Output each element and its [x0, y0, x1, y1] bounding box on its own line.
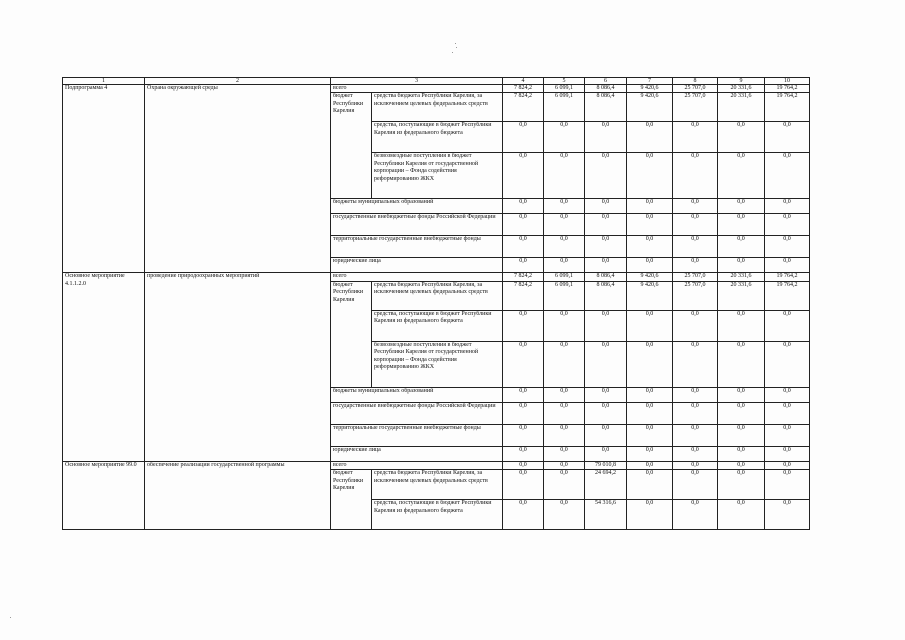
- value-cell: 0,0: [503, 500, 544, 530]
- value-cell: 8 086,4: [585, 93, 627, 122]
- source-label: юридические лица: [331, 446, 503, 461]
- table-row: [63, 461, 810, 469]
- source-label: бюджеты муниципальных образований: [331, 199, 503, 214]
- header-cell: 8: [673, 78, 718, 85]
- source-label: бюджеты муниципальных образований: [331, 387, 503, 402]
- value-cell: 0,0: [544, 122, 585, 153]
- header-cell: 3: [331, 78, 503, 85]
- value-cell: 6 099,1: [544, 273, 585, 281]
- value-cell: 0,0: [585, 199, 627, 214]
- value-cell: 54 316,6: [585, 500, 627, 530]
- value-cell: 0,0: [544, 310, 585, 341]
- value-cell: 0,0: [585, 153, 627, 199]
- value-cell: 0,0: [503, 199, 544, 214]
- value-cell: 0,0: [718, 214, 765, 236]
- value-cell: 0,0: [718, 500, 765, 530]
- value-cell: 0,0: [544, 402, 585, 424]
- value-cell: 0,0: [765, 341, 810, 387]
- value-cell: 0,0: [765, 153, 810, 199]
- value-cell: 7 824,2: [503, 85, 544, 93]
- value-cell: 0,0: [627, 500, 673, 530]
- value-cell: 20 331,6: [718, 281, 765, 310]
- value-cell: 25 707,0: [673, 273, 718, 281]
- value-cell: 0,0: [673, 387, 718, 402]
- value-cell: 0,0: [627, 214, 673, 236]
- scan-speck: [452, 52, 453, 53]
- value-cell: 8 086,4: [585, 85, 627, 93]
- value-cell: 0,0: [627, 341, 673, 387]
- value-cell: 0,0: [673, 214, 718, 236]
- value-cell: 0,0: [718, 310, 765, 341]
- value-cell: 7 824,2: [503, 273, 544, 281]
- value-cell: 0,0: [585, 214, 627, 236]
- value-cell: 0,0: [718, 199, 765, 214]
- header-cell: 2: [145, 78, 331, 85]
- value-cell: 20 331,6: [718, 93, 765, 122]
- table-row: [63, 273, 810, 281]
- value-cell: 0,0: [503, 424, 544, 446]
- source-sub-label: безвозмездные поступления в бюджет Республики Карелия от государственной корпорации – Фонда содействия реформированию ЖКХ: [372, 341, 503, 387]
- value-cell: 0,0: [765, 214, 810, 236]
- value-cell: 0,0: [673, 258, 718, 273]
- value-cell: 0,0: [765, 258, 810, 273]
- value-cell: 0,0: [503, 402, 544, 424]
- value-cell: 0,0: [673, 500, 718, 530]
- value-cell: 0,0: [627, 258, 673, 273]
- value-cell: 25 707,0: [673, 281, 718, 310]
- value-cell: 0,0: [544, 461, 585, 469]
- value-cell: 20 331,6: [718, 273, 765, 281]
- value-cell: 0,0: [585, 446, 627, 461]
- value-cell: 0,0: [718, 461, 765, 469]
- value-cell: 25 707,0: [673, 85, 718, 93]
- value-cell: 0,0: [544, 214, 585, 236]
- value-cell: 0,0: [544, 470, 585, 500]
- value-cell: 0,0: [718, 387, 765, 402]
- value-cell: 0,0: [585, 310, 627, 341]
- source-group-label: бюджет Республики Карелия: [331, 470, 372, 530]
- value-cell: 0,0: [503, 387, 544, 402]
- value-cell: 6 099,1: [544, 281, 585, 310]
- value-cell: 0,0: [544, 258, 585, 273]
- value-cell: 0,0: [718, 402, 765, 424]
- value-cell: 0,0: [673, 424, 718, 446]
- value-cell: 0,0: [627, 424, 673, 446]
- value-cell: 0,0: [503, 153, 544, 199]
- value-cell: 0,0: [627, 461, 673, 469]
- value-cell: 0,0: [765, 402, 810, 424]
- value-cell: 0,0: [503, 461, 544, 469]
- value-cell: 0,0: [673, 199, 718, 214]
- value-cell: 0,0: [627, 387, 673, 402]
- section-name: обеспечение реализации государственной программы: [145, 461, 331, 529]
- value-cell: 6 099,1: [544, 93, 585, 122]
- value-cell: 0,0: [673, 310, 718, 341]
- value-cell: 0,0: [585, 387, 627, 402]
- value-cell: 0,0: [718, 258, 765, 273]
- source-label: государственные внебюджетные фонды Российской Федерации: [331, 214, 503, 236]
- value-cell: 9 420,6: [627, 93, 673, 122]
- section-code: Основное мероприятие 99.0: [63, 461, 145, 529]
- value-cell: 7 824,2: [503, 93, 544, 122]
- value-cell: 0,0: [673, 402, 718, 424]
- source-total-label: всего: [331, 85, 503, 93]
- value-cell: 0,0: [673, 122, 718, 153]
- source-group-label: бюджет Республики Карелия: [331, 93, 372, 199]
- value-cell: 0,0: [627, 122, 673, 153]
- value-cell: 0,0: [585, 258, 627, 273]
- scan-speck: [456, 47, 457, 48]
- value-cell: 0,0: [627, 236, 673, 258]
- header-cell: 7: [627, 78, 673, 85]
- source-group-label: бюджет Республики Карелия: [331, 281, 372, 387]
- value-cell: 0,0: [585, 122, 627, 153]
- value-cell: 0,0: [503, 470, 544, 500]
- scan-speck: [455, 43, 456, 44]
- section-name: проведение природоохранных мероприятий: [145, 273, 331, 461]
- value-cell: 6 099,1: [544, 85, 585, 93]
- value-cell: 9 420,6: [627, 273, 673, 281]
- value-cell: 0,0: [585, 402, 627, 424]
- value-cell: 0,0: [718, 424, 765, 446]
- value-cell: 79 010,8: [585, 461, 627, 469]
- value-cell: 8 086,4: [585, 273, 627, 281]
- source-sub-label: средства бюджета Республики Карелия, за исключением целевых федеральных средств: [372, 93, 503, 122]
- value-cell: 0,0: [718, 341, 765, 387]
- value-cell: 0,0: [718, 446, 765, 461]
- table-row: [63, 85, 810, 93]
- value-cell: 0,0: [765, 310, 810, 341]
- value-cell: 0,0: [585, 424, 627, 446]
- value-cell: 0,0: [627, 446, 673, 461]
- value-cell: 0,0: [544, 500, 585, 530]
- value-cell: 0,0: [673, 461, 718, 469]
- scan-speck: [10, 617, 11, 618]
- header-cell: 6: [585, 78, 627, 85]
- value-cell: 0,0: [765, 500, 810, 530]
- value-cell: 0,0: [503, 214, 544, 236]
- value-cell: 0,0: [718, 470, 765, 500]
- value-cell: 19 764,2: [765, 273, 810, 281]
- source-total-label: всего: [331, 461, 503, 469]
- section-name: Охрана окружающей среды: [145, 85, 331, 273]
- source-label: территориальные государственные внебюджетные фонды: [331, 236, 503, 258]
- value-cell: 0,0: [503, 341, 544, 387]
- value-cell: 0,0: [765, 424, 810, 446]
- value-cell: 0,0: [765, 236, 810, 258]
- value-cell: 25 707,0: [673, 93, 718, 122]
- value-cell: 20 331,6: [718, 85, 765, 93]
- header-cell: 10: [765, 78, 810, 85]
- value-cell: 0,0: [503, 310, 544, 341]
- value-cell: 0,0: [544, 199, 585, 214]
- value-cell: 0,0: [544, 387, 585, 402]
- value-cell: 9 420,6: [627, 85, 673, 93]
- value-cell: 0,0: [765, 461, 810, 469]
- value-cell: 0,0: [503, 446, 544, 461]
- value-cell: 0,0: [673, 153, 718, 199]
- value-cell: 0,0: [627, 470, 673, 500]
- value-cell: 24 694,2: [585, 470, 627, 500]
- value-cell: 0,0: [585, 236, 627, 258]
- source-sub-label: средства бюджета Республики Карелия, за исключением целевых федеральных средств: [372, 470, 503, 500]
- value-cell: 19 764,2: [765, 281, 810, 310]
- value-cell: 0,0: [765, 122, 810, 153]
- value-cell: 0,0: [503, 258, 544, 273]
- header-cell: 5: [544, 78, 585, 85]
- section-code: Основное мероприятие 4.1.1.2.0: [63, 273, 145, 461]
- value-cell: 0,0: [765, 446, 810, 461]
- source-label: юридические лица: [331, 258, 503, 273]
- header-row: [63, 78, 810, 85]
- value-cell: 0,0: [544, 446, 585, 461]
- value-cell: 0,0: [627, 153, 673, 199]
- value-cell: 0,0: [627, 199, 673, 214]
- section-code: Подпрограмма 4: [63, 85, 145, 273]
- value-cell: 19 764,2: [765, 85, 810, 93]
- source-sub-label: средства, поступающие в бюджет Республики Карелия из федерального бюджета: [372, 500, 503, 530]
- value-cell: 0,0: [627, 402, 673, 424]
- value-cell: 0,0: [765, 387, 810, 402]
- value-cell: 0,0: [765, 470, 810, 500]
- value-cell: 0,0: [765, 199, 810, 214]
- value-cell: 0,0: [673, 446, 718, 461]
- value-cell: 0,0: [503, 236, 544, 258]
- value-cell: 0,0: [544, 153, 585, 199]
- header-cell: 9: [718, 78, 765, 85]
- value-cell: 0,0: [627, 310, 673, 341]
- source-label: территориальные государственные внебюджетные фонды: [331, 424, 503, 446]
- source-total-label: всего: [331, 273, 503, 281]
- source-sub-label: средства бюджета Республики Карелия, за исключением целевых федеральных средств: [372, 281, 503, 310]
- source-sub-label: средства, поступающие в бюджет Республики Карелия из федерального бюджета: [372, 122, 503, 153]
- value-cell: 0,0: [718, 236, 765, 258]
- value-cell: 0,0: [585, 341, 627, 387]
- value-cell: 0,0: [544, 236, 585, 258]
- value-cell: 0,0: [544, 424, 585, 446]
- value-cell: 0,0: [673, 236, 718, 258]
- value-cell: 0,0: [503, 122, 544, 153]
- header-cell: 1: [63, 78, 145, 85]
- value-cell: 7 824,2: [503, 281, 544, 310]
- header-cell: 4: [503, 78, 544, 85]
- budget-table: [62, 77, 810, 530]
- value-cell: 0,0: [673, 470, 718, 500]
- source-sub-label: средства, поступающие в бюджет Республики Карелия из федерального бюджета: [372, 310, 503, 341]
- value-cell: 0,0: [718, 122, 765, 153]
- value-cell: 19 764,2: [765, 93, 810, 122]
- source-label: государственные внебюджетные фонды Российской Федерации: [331, 402, 503, 424]
- value-cell: 0,0: [544, 341, 585, 387]
- value-cell: 8 086,4: [585, 281, 627, 310]
- value-cell: 0,0: [718, 153, 765, 199]
- source-sub-label: безвозмездные поступления в бюджет Республики Карелия от государственной корпорации – Фонда содействия реформированию ЖКХ: [372, 153, 503, 199]
- value-cell: 9 420,6: [627, 281, 673, 310]
- value-cell: 0,0: [673, 341, 718, 387]
